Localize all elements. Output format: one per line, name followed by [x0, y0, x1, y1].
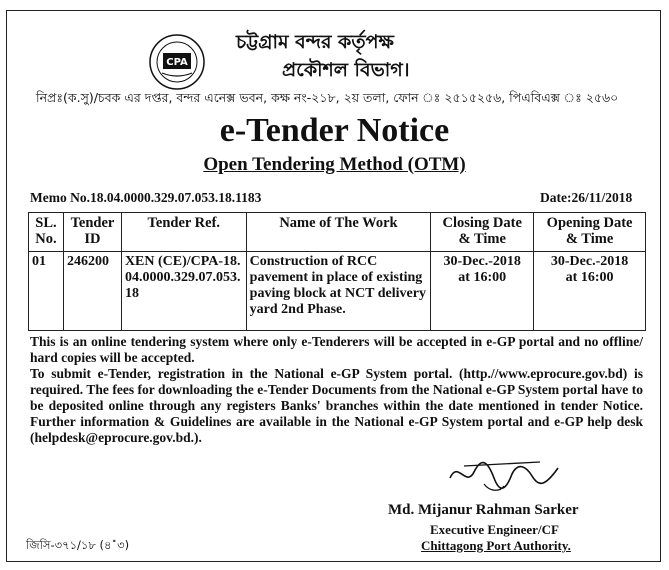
- col-header-work-name: Name of The Work: [246, 213, 431, 252]
- signatory-authority: Chittagong Port Authority.: [421, 538, 571, 553]
- cell-work-name: Construction of RCC pavement in place of existing paving block at NCT delivery yard 2nd Phase.: [246, 252, 431, 331]
- notice-date: Date:26/11/2018: [540, 190, 633, 205]
- notice-title: e-Tender Notice: [219, 112, 450, 149]
- notice-body: [30, 334, 643, 446]
- cell-sl: 01: [29, 252, 64, 331]
- body-paragraph-registration: To submit e-Tender, registration in the National e-GP System portal. (http.//www.eprocure.gov.bd) is required. The fees for downloading the e-Tender Documents from the National e-GP System portal have to be deposited online through any registers Banks' branches within the date mentioned in tender Notice. Further information & Guidelines are available in the National e-GP System portal and e-GP help desk (helpdesk@eprocure.gov.bd.).: [30, 366, 643, 445]
- col-header-opening: Opening Date & Time: [534, 213, 646, 252]
- cell-tender-id: 246200: [63, 252, 121, 331]
- tender-table: [28, 212, 646, 331]
- cell-tender-ref: XEN (CE)/CPA-18.04.0000.329.07.053.18: [121, 252, 246, 331]
- notice-subtitle: Open Tendering Method (OTM): [203, 154, 466, 175]
- signature-image: [444, 448, 564, 500]
- signatory-designation: Executive Engineer/CF: [430, 522, 559, 537]
- memo-number: Memo No.18.04.0000.329.07.053.18.1183: [30, 190, 262, 205]
- table-row: [29, 252, 646, 331]
- table-header-row: [29, 213, 646, 252]
- cell-closing: 30-Dec.-2018 at 16:00: [431, 252, 534, 331]
- col-header-tender-ref: Tender Ref.: [121, 213, 246, 252]
- advert-code: জিসি-৩৭১/১৮ (৪˟৩): [26, 538, 130, 552]
- col-header-sl: SL. No.: [29, 213, 64, 252]
- signatory-name: Md. Mijanur Rahman Sarker: [388, 502, 579, 518]
- organization-name: চট্টগ্রাম বন্দর কর্তৃপক্ষ: [236, 31, 394, 53]
- office-address: নিপ্রঃ(ক.সু)/চবক এর দপ্তর, বন্দর এনেক্স ভবন, কক্ষ নং-২১৮, ২য় তলা, ফোন ঃ ২৫১৫২৫৬, পিএবিএক্স ঃ ২৫৬০: [36, 90, 619, 105]
- department-name: প্রকৌশল বিভাগ।: [282, 59, 410, 81]
- col-header-closing: Closing Date & Time: [431, 213, 534, 252]
- body-paragraph-offline: This is an online tendering system where only e-Tenderers will be accepted in e-GP portal and no offline/ hard copies will be accepted.: [30, 334, 643, 365]
- port-authority-logo: [148, 33, 206, 91]
- logo-text: CPA: [166, 57, 188, 68]
- cell-opening: 30-Dec.-2018 at 16:00: [534, 252, 646, 331]
- col-header-tender-id: Tender ID: [63, 213, 121, 252]
